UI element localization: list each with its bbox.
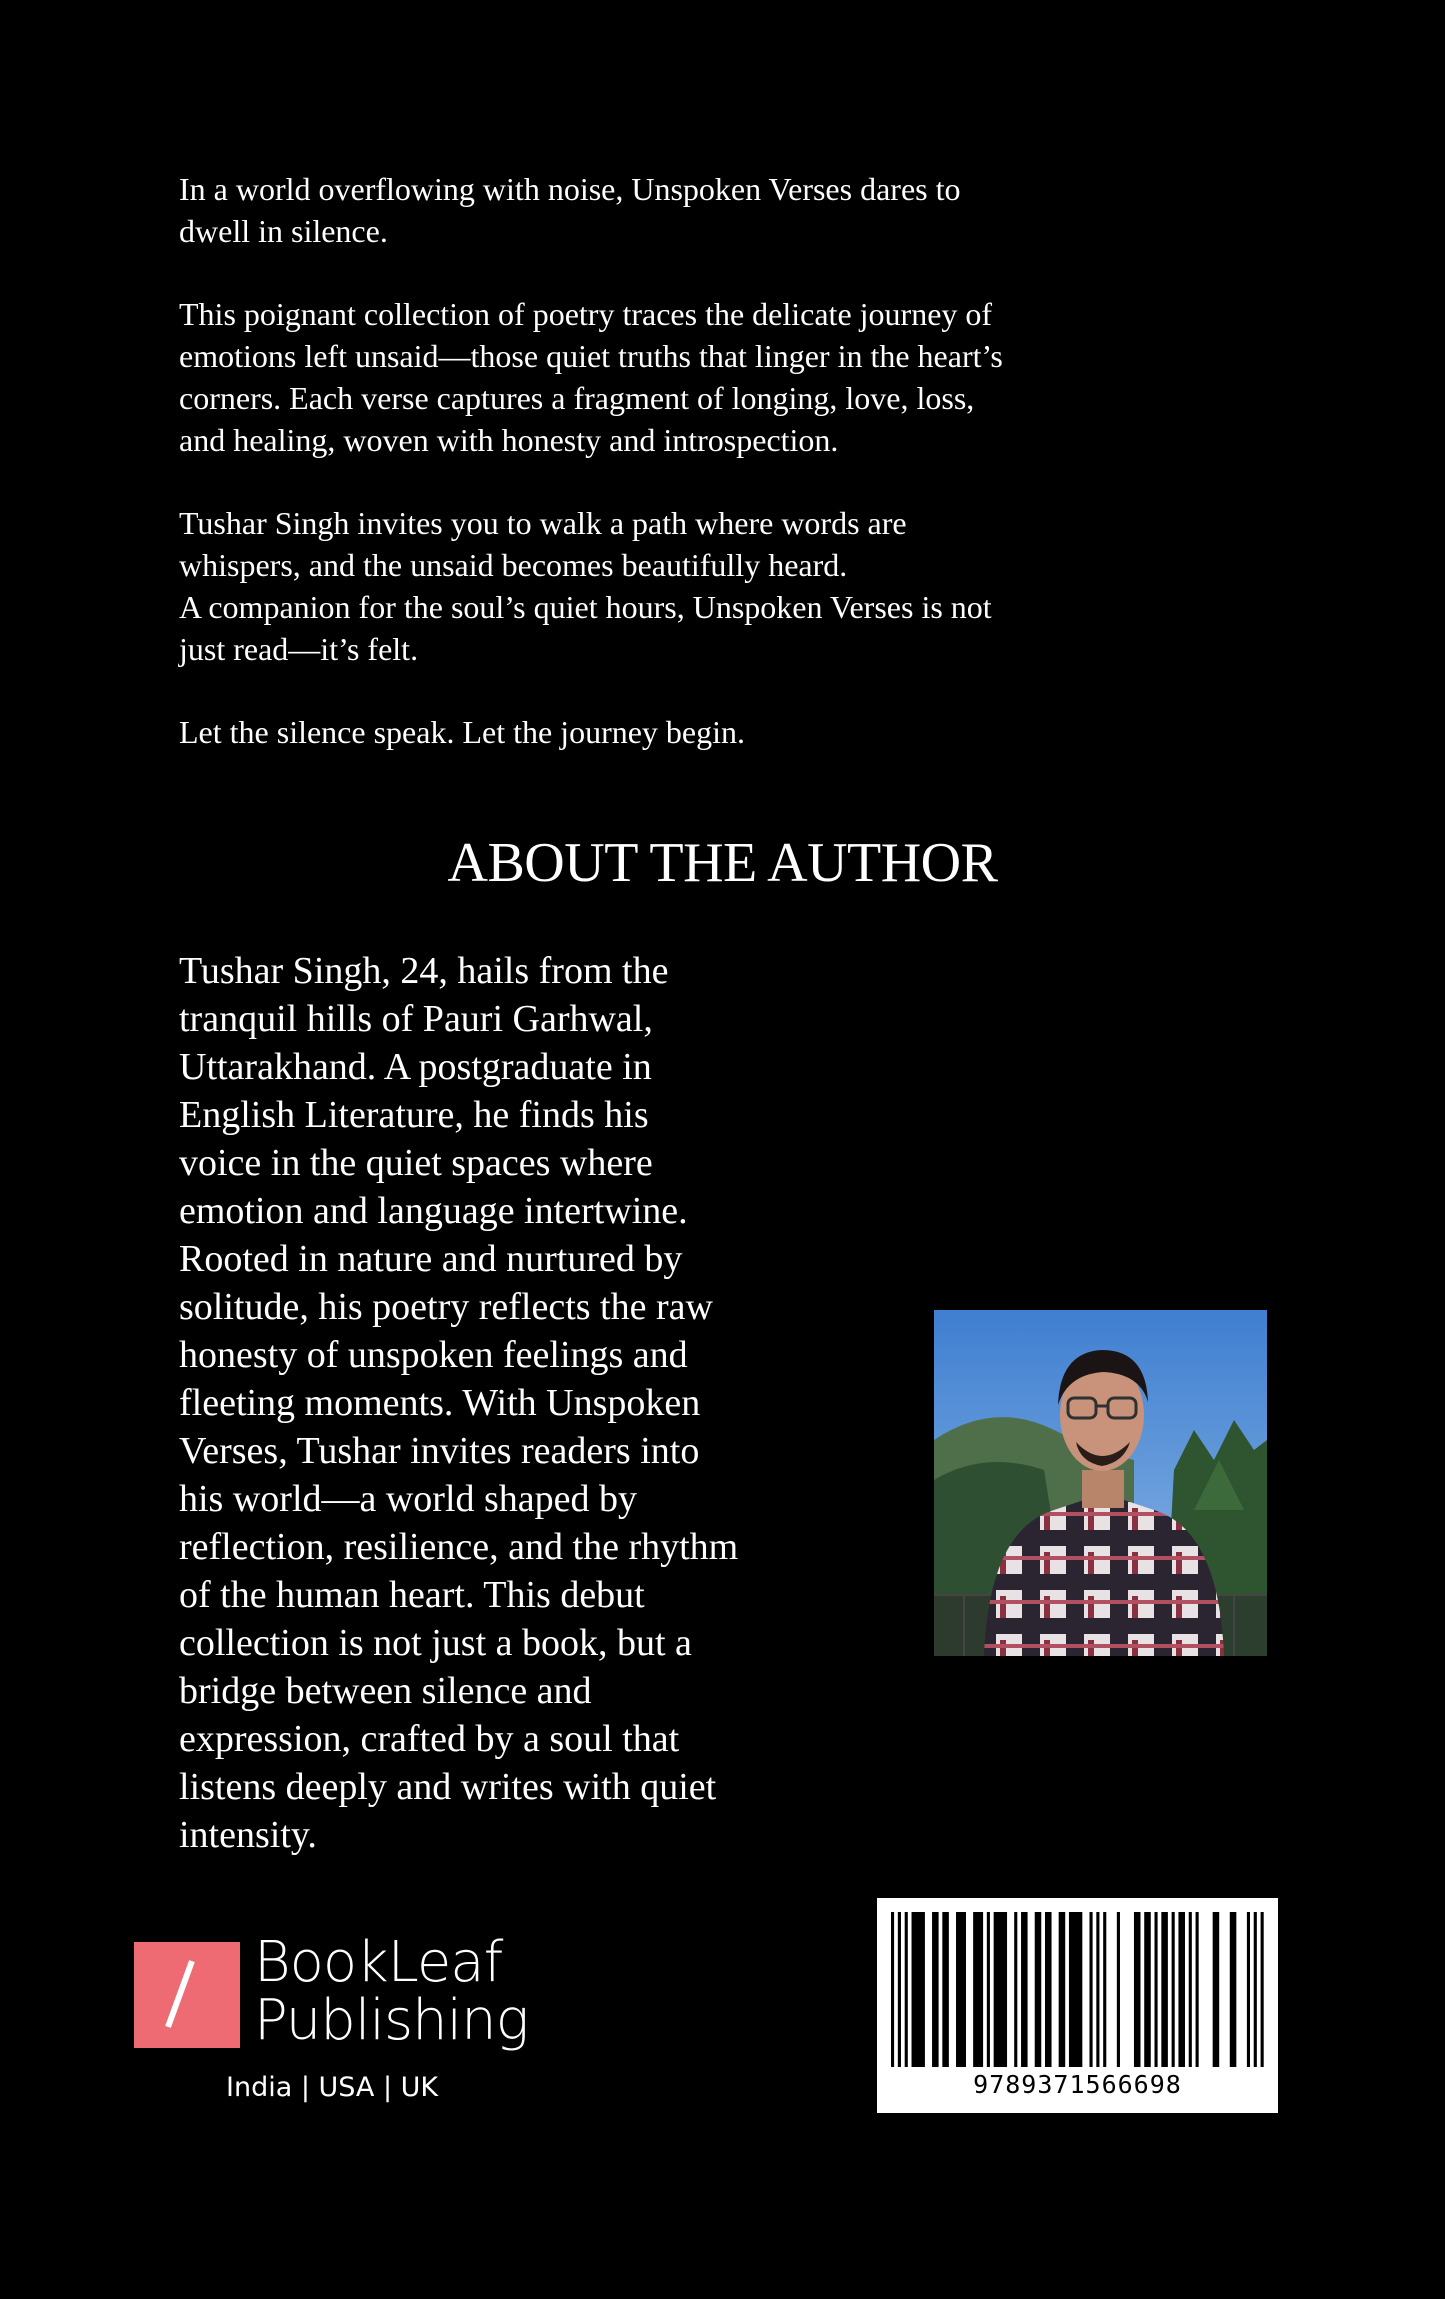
publisher-logo: [134, 1930, 534, 2112]
barcode-bar: [1035, 1912, 1042, 2067]
barcode-bar: [1014, 1912, 1017, 2067]
author-bio: Tushar Singh, 24, hails from the tranquil hills of Pauri Garhwal, Uttarakhand. A postgraduate in English Literature, he finds his voice in the quiet spaces where emotion and language intertwine. Rooted in nature and nurtured by solitude, his poetry reflects the raw honesty of unspoken feelings and fleeting moments. With Unspoken Verses, Tushar invites readers into his world—a world shaped by reflection, resilience, and the rhythm of the human heart. This debut collection is not just a book, but a bridge between silence and expression, crafted by a soul that listens deeply and writes with quiet intensity.: [179, 950, 739, 1856]
isbn-barcode: [877, 1898, 1278, 2113]
barcode-bar: [905, 1912, 908, 2067]
barcode-bar: [932, 1912, 939, 2067]
barcode-bar: [1196, 1912, 1199, 2067]
barcode-bar: [956, 1912, 966, 2067]
blurb-paragraph: Let the silence speak. Let the journey begin.: [179, 714, 746, 750]
barcode-bar: [994, 1912, 1007, 2067]
barcode-bar: [942, 1912, 949, 2067]
book-blurb: [179, 168, 1259, 794]
barcode-bar: [1089, 1912, 1092, 2067]
barcode-bar: [987, 1912, 990, 2067]
barcode-bar: [898, 1912, 901, 2067]
barcode-bar: [1230, 1912, 1237, 2067]
barcode-bar: [1144, 1912, 1151, 2067]
barcode-bar: [1117, 1912, 1120, 2067]
barcode-bar: [1021, 1912, 1028, 2067]
barcode-bar: [1254, 1912, 1257, 2067]
barcode-bar: [1045, 1912, 1052, 2067]
publisher-name: BookLeaf Publishing: [254, 1930, 529, 2053]
barcode-bar: [912, 1912, 925, 2067]
publisher-regions: India | USA | UK: [226, 2072, 439, 2103]
barcode-bar: [1247, 1912, 1250, 2067]
barcode-bar: [1059, 1912, 1066, 2067]
barcode-bar: [1261, 1912, 1264, 2067]
barcode-bar: [1213, 1912, 1220, 2067]
barcode-bar: [1178, 1912, 1185, 2067]
blurb-paragraph: In a world overflowing with noise, Unspoken Verses dares to dwell in silence.: [179, 171, 961, 249]
author-photo: [934, 1310, 1267, 1656]
barcode-bar: [1103, 1912, 1106, 2067]
barcode-bar: [1096, 1912, 1099, 2067]
barcode-bar: [1134, 1912, 1141, 2067]
barcode-bar: [1172, 1912, 1175, 2067]
barcode-bar: [973, 1912, 983, 2067]
about-author-heading: ABOUT THE AUTHOR: [447, 832, 998, 894]
slash-icon: [134, 1942, 240, 2048]
blurb-paragraph: Tushar Singh invites you to walk a path where words are whispers, and the unsaid becomes beautifully heard. A companion for the soul’s quiet hours, Unspoken Verses is not just read—it’s felt.: [179, 505, 992, 667]
isbn-number: 9789371566698: [973, 2070, 1182, 2099]
barcode-bar: [1189, 1912, 1192, 2067]
barcode-bar: [1069, 1912, 1082, 2067]
blurb-paragraph: This poignant collection of poetry traces the delicate journey of emotions left unsaid—those quiet truths that linger in the heart’s corners. Each verse captures a fragment of longing, love, loss, and healing, woven with honesty and introspection.: [179, 296, 1003, 458]
barcode-icon: [891, 1912, 1264, 2067]
barcode-bar: [891, 1912, 894, 2067]
barcode-bar: [1161, 1912, 1168, 2067]
barcode-bar: [1155, 1912, 1158, 2067]
